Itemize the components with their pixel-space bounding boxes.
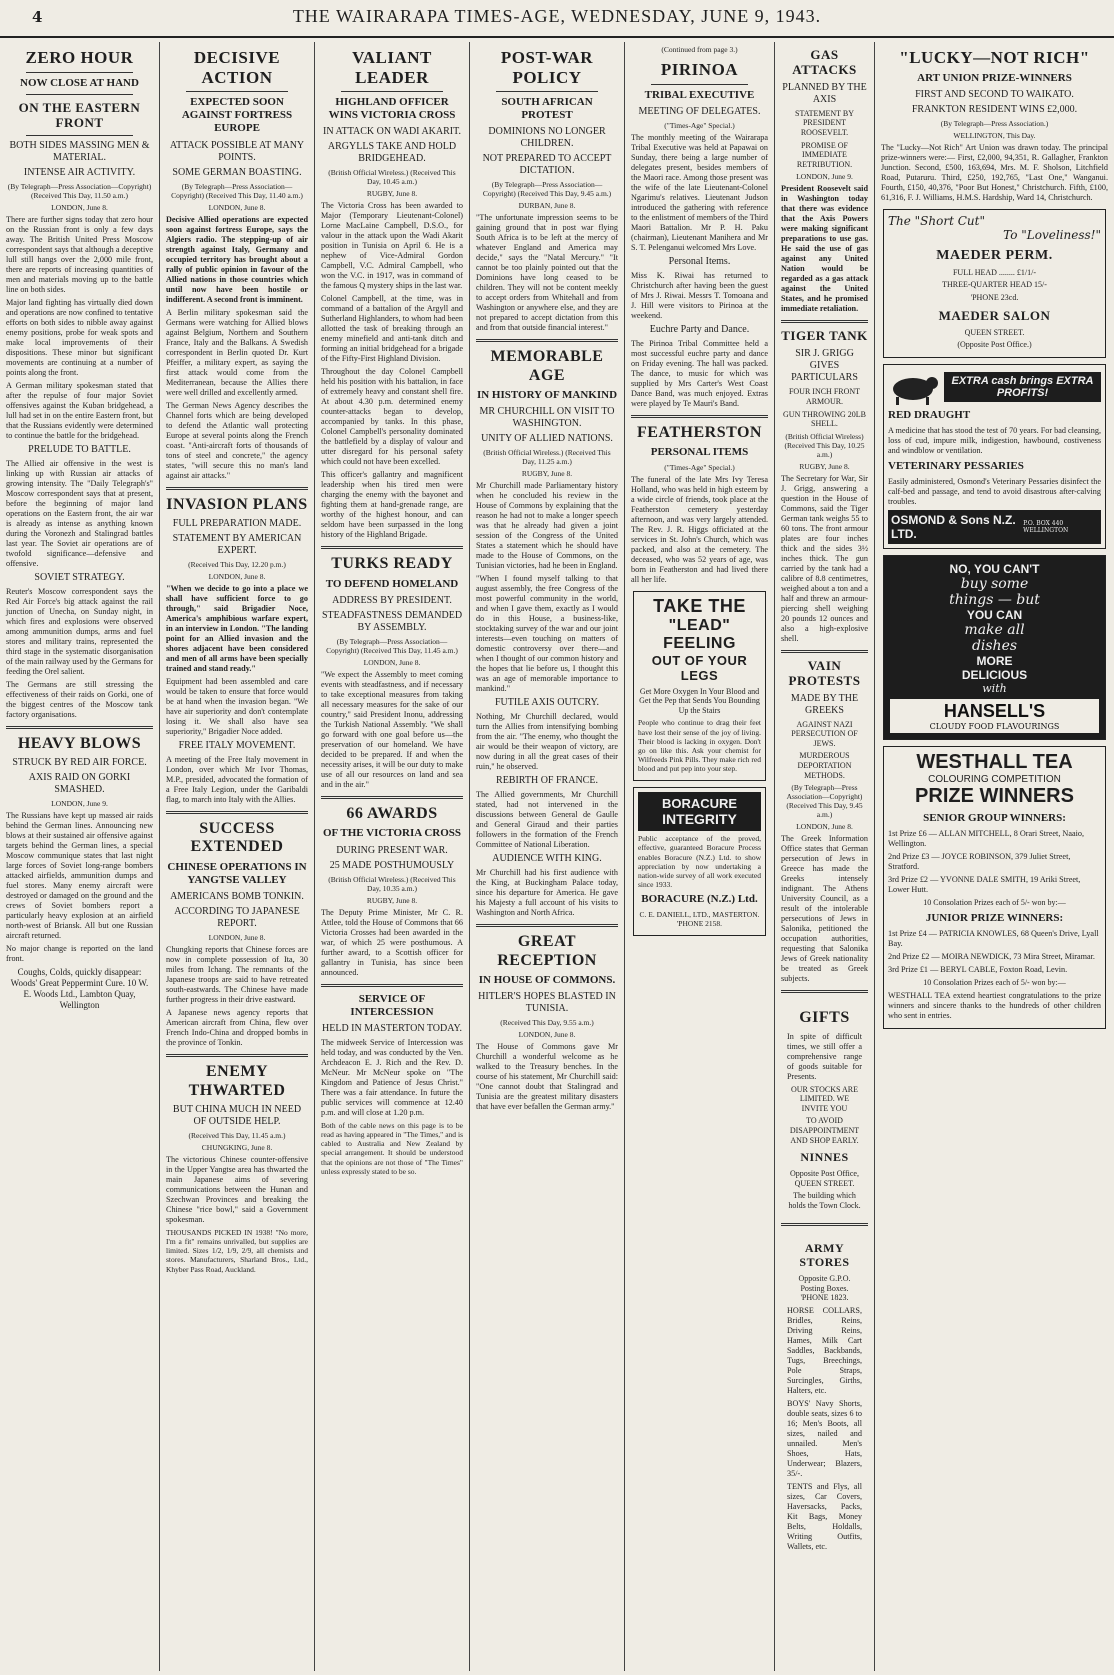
- headline-tiger-tank: TIGER TANK: [781, 328, 868, 344]
- advert-maeder-salon: [883, 209, 1106, 358]
- ad-line: YOU CAN: [966, 608, 1023, 623]
- subhead: NOW CLOSE AT HAND: [20, 76, 139, 89]
- subhead: OF THE VICTORIA CROSS: [322, 827, 462, 840]
- credit: (British Official Wireless.) (Received This Day, 11.25 a.m.): [483, 448, 611, 467]
- ad-headline: TAKE THE: [653, 596, 746, 617]
- credit: (British Official Wireless.) (Received This Day, 10.35 a.m.): [328, 874, 456, 893]
- ad-line: dishes: [971, 638, 1018, 655]
- subhead: TO DEFEND HOMELAND: [325, 577, 459, 590]
- subhead: UNITY OF ALLIED NATIONS.: [481, 433, 613, 445]
- ad-brand: HANSELL'S: [943, 701, 1046, 722]
- paragraph: The Allied air offensive in the west is linking up with Russian air attacks of growing intensity. The "Daily Telegraph's" Moscow correspondent says that at present, before the beginning of major land operations on the Eastern front, the air war is already as intense as anything known during the Voronezh and Stalingrad battles last year. The Soviet air operations are of twofold significance—defensive and offensive.: [6, 458, 153, 568]
- subhead: FOUR INCH FRONT ARMOUR.: [788, 387, 861, 406]
- ad-price: FULL HEAD ........ £1/1/-: [952, 267, 1037, 277]
- subhead: BUT CHINA MUCH IN NEED OF OUTSIDE HELP.: [172, 1103, 302, 1127]
- paragraph: The Greek Information Office states that German persecution of Jews in Greece has made the Greeks intensely indignant. The Athens University Council, as a result of the intolerable persecutions of Jews in Salonika, petitioned the occupation authorities, requesting that Salonika Jews of Greek nationality be treated as Greek subjects.: [781, 834, 868, 984]
- ad-line: buy some: [960, 576, 1029, 593]
- ad-headline: BORACURE: [661, 796, 738, 812]
- subhead: AXIS RAID ON GORKI SMASHED.: [28, 772, 131, 795]
- headline-66-awards: 66 AWARDS: [346, 805, 438, 823]
- subhead: CHINESE OPERATIONS IN YANGTSE VALLEY: [167, 860, 307, 887]
- paragraph: Equipment had been assembled and care would be taken to ensure that force would be at hand when the invasion began. "We have air superiority and don't contemplate losing it. We shall also have sea superiority," Brigadier Noce added.: [166, 677, 308, 737]
- paragraph: The Secretary for War, Sir J. Grigg, answering a question in the House of Commons, said the Tiger German tank weighs 55 to 60 tons. The front armour plates are four inches thick and the sides 3½ inches thick. The gun carried by the tank had a calibre of 8.8 centimetres, weighed about a ton and a half and threw an armour-piercing shell weighing 20 pounds 12 ounces and also a high-explosive shell.: [781, 473, 868, 643]
- paragraph: Mr Churchill had his first audience with the King, at Buckingham Palace today, since his departure for America. He gave his Majesty a full account of his visits to Washington and North Africa.: [476, 868, 618, 918]
- subhead: SOUTH AFRICAN PROTEST: [501, 96, 593, 122]
- paragraph: A Berlin military spokesman said the Germans were watching for Allied blows against Belgium, Northern and Southern France, Italy and the Balkans. A Swedish correspondent in Berlin quoted Dr. Kurt Pfeiffer, a military expert, as saying the first attack would come from the Mediterranean, because the Allies there were well drilled and excellently armed.: [166, 307, 308, 397]
- ad-brand: OSMOND & Sons N.Z. LTD.: [891, 513, 1016, 542]
- section-head: REBIRTH OF FRANCE.: [496, 775, 598, 787]
- headline-zero-hour: ZERO HOUR: [25, 48, 134, 67]
- ad-winner: 1st Prize £4 — PATRICIA KNOWLES, 68 Queen's Drive, Lyall Bay.: [888, 929, 1099, 949]
- ad-line: with: [982, 682, 1007, 696]
- subhead: ADDRESS BY PRESIDENT.: [332, 595, 452, 607]
- ad-headline: VETERINARY PESSARIES: [888, 459, 1024, 472]
- dateline: LONDON, June 8.: [208, 572, 266, 582]
- ad-line: NO, YOU CAN'T: [949, 562, 1040, 577]
- ad-winner: 2nd Prize £3 — JOYCE ROBINSON, 379 Juliet Street, Stratford.: [888, 852, 1071, 872]
- ad-headline: PRIZE WINNERS: [915, 785, 1074, 808]
- dateline: CHUNGKING, June 8.: [201, 1142, 273, 1152]
- ad-winner: 3rd Prize £2 — YVONNE DALE SMITH, 19 Ariki Street, Lower Hutt.: [888, 875, 1081, 895]
- subhead: EXPECTED SOON AGAINST FORTRESS EUROPE: [181, 96, 293, 135]
- paragraph: No major change is reported on the land front.: [6, 944, 153, 963]
- subhead: FIRST AND SECOND TO WAIKATO.: [915, 88, 1074, 100]
- paragraph: The Allied governments, Mr Churchill stated, had not intervened in the discussions between General de Gaulle and General Giraud and their parties followers in the formation of the French Committee of National Liberation.: [476, 790, 618, 850]
- dateline: RUGBY, June 8.: [799, 461, 850, 471]
- ad-address: P.O. BOX 440 WELLINGTON: [1023, 520, 1069, 535]
- credit: ("Times-Age" Special.): [664, 120, 735, 130]
- column-7: [875, 42, 1114, 1671]
- column-6: [775, 42, 875, 1671]
- ad-line: OUR STOCKS ARE LIMITED. WE INVITE YOU: [791, 1084, 858, 1113]
- cow-icon: [888, 369, 938, 405]
- paragraph: The German News Agency describes the Channel forts which are being developed to defend the Atlantic wall protecting Europe at several points along the French coast. "Anti-aircraft forts of thousands of tons of steel and concrete," the agency states, "will secure this no man's land against air attacks.": [166, 400, 308, 480]
- subhead: AGAINST NAZI PERSECUTION OF JEWS.: [791, 719, 858, 748]
- ad-line: 'PHONE 23cd.: [970, 293, 1019, 303]
- paragraph: The Deputy Prime Minister, Mr C. R. Attlee, told the House of Commons that 66 Victoria Crosses had been awarded in the war, of which 25 were posthumous. A further award, to a Scottish officer for gallantry in Tunisia, has since been announced.: [321, 907, 463, 977]
- section-head: PRELUDE TO BATTLE.: [28, 443, 131, 455]
- subhead: PROMISE OF IMMEDIATE RETRIBUTION.: [796, 140, 853, 169]
- advert-thousands: THOUSANDS PICKED IN 1938! "No more, I'm a fit" remains unrivalled, but supplies are limited. Sizes 1/2, 1/9, 2/9, all chemists and stores. Manufacturers, Sharland Bros., Ltd., Khyber Pass Road, Auckland.: [166, 1227, 308, 1274]
- headline-valiant-leader: VALIANT LEADER: [352, 48, 432, 87]
- paragraph: Throughout the day Colonel Campbell held his position with his battalion, in face of extremely heavy and constant shell fire. At about 4.30 p.m. determined enemy counter-attacks began to develop, accompanied by tanks. In this phase, Colonel Campbell's personality dominated the battlefield by a display of valour and utter disregard for his personal safety which could not have been excelled.: [321, 367, 463, 467]
- headline-enemy-thwarted: ENEMY THWARTED: [188, 1063, 286, 1099]
- ad-brand: MAEDER SALON: [938, 307, 1051, 323]
- dateline: LONDON, June 8.: [796, 822, 853, 832]
- subhead: IN HOUSE OF COMMONS.: [478, 974, 616, 987]
- ad-line: Opposite Post Office, QUEEN STREET.: [790, 1168, 859, 1188]
- ad-headline: The "Short Cut": [888, 213, 985, 228]
- subhead: MADE BY THE GREEKS: [790, 692, 859, 716]
- advert-ninnes-gifts: [783, 999, 866, 1217]
- subhead: PERSONAL ITEMS: [650, 446, 749, 459]
- subhead: MR CHURCHILL ON VISIT TO WASHINGTON.: [479, 406, 615, 430]
- dateline: RUGBY, June 8.: [366, 189, 418, 199]
- dateline: LONDON, June 9.: [796, 172, 853, 182]
- credit: (British Official Wireless.) (Received This Day, 10.45 a.m.): [328, 168, 456, 187]
- section-head: SOVIET STRATEGY.: [34, 571, 125, 583]
- column-1: [0, 42, 160, 1671]
- ad-line: Opposite G.P.O. Posting Boxes. 'PHONE 1823.: [798, 1273, 851, 1303]
- ad-headline: ARMY STORES: [799, 1241, 850, 1270]
- paragraph: There are further signs today that zero hour on the Russian front is only a few days away. The British United Press Moscow correspondent says that although a deceptive lull still hangs over the 2,000 mile front, there are reports of increasing quantities of men and materials moving up to the battle line on both sides.: [6, 214, 153, 294]
- subhead: PLANNED BY THE AXIS: [782, 81, 867, 105]
- ad-group: JUNIOR PRIZE WINNERS:: [925, 911, 1064, 924]
- credit: ("Times-Age" Special.): [664, 463, 735, 473]
- subhead: ATTACK POSSIBLE AT MANY POINTS.: [169, 139, 305, 163]
- subhead: SOME GERMAN BOASTING.: [172, 166, 302, 178]
- subhead: DURING PRESENT WAR.: [336, 844, 448, 856]
- advert-lead-feeling: [633, 591, 766, 781]
- ad-agent: C. E. DANIELL, LTD., MASTERTON. 'PHONE 2158.: [639, 910, 760, 929]
- credit: (British Official Wireless) (Received This Day, 10.25 a.m.): [784, 431, 865, 459]
- ad-group: SENIOR GROUP WINNERS:: [923, 812, 1066, 825]
- headline-heavy-blows: HEAVY BLOWS: [17, 734, 142, 752]
- page-number: 4: [32, 8, 43, 26]
- ad-brand: MAEDER PERM.: [936, 247, 1053, 263]
- headline-lucky-not-rich: "LUCKY—NOT RICH": [899, 48, 1090, 67]
- ad-body: A medicine that has stood the test of 70 years. For bad cleansing, loss of cud, impure milk, indigestion, hawbound, costiveness and windblow or ventilation.: [888, 425, 1101, 455]
- headline-featherston: FEATHERSTON: [637, 423, 762, 441]
- paragraph: A meeting of the Free Italy movement in London, over which Mr Ivor Thomas, M.P., presided, advocated the formation of a Free Italy Legion, under the Garibaldi flag, to march into Italy with the Allies.: [166, 755, 308, 805]
- dateline: RUGBY, June 8.: [366, 895, 418, 905]
- dateline: LONDON, June 8.: [208, 202, 266, 212]
- subhead: FULL PREPARATION MADE.: [172, 518, 302, 530]
- paragraph: The monthly meeting of the Wairarapa Tribal Executive was held at Papawai on Sunday, there being a large number of delegates present, besides members of the Maori race. Among those present was the wife of the late Lieutenant-Colonel Ngarimu's relatives. Lieutenant Judson introduced the gathering with reference to the enlistment of members of the Third Maori Battalion. Mr P. H. Paku (chairman), Lieutenant Manihera and Mr S. T. Pelenganui welcomed Mrs Love.: [631, 132, 768, 252]
- dateline: LONDON, June 9.: [51, 799, 108, 808]
- dateline: LONDON, June 8.: [51, 202, 108, 212]
- ad-line: COLOURING COMPETITION: [928, 774, 1061, 786]
- credit: (By Telegraph—Press Association—Copyright) (Received This Day, 11.50 a.m.): [7, 181, 152, 200]
- paragraph: "The unfortunate impression seems to be gaining ground that in post war flying South Africa is to be left at the mercy of whatever England and America may decide," says the "Natal Mercury." "It cannot be too plainly pointed out that the Dominions have long ceased to be children. They will not be content meekly to accept orders from Whitehall and from Washington or anywhere else, and they are not prepared to accept dictation from this and from that outside financial interest.": [476, 213, 618, 333]
- advert-woods: Coughs, Colds, quickly disappear: Woods' Great Peppermint Cure. 10 W. E. Woods Ltd., Lambton Quay, Wellington: [10, 967, 149, 1010]
- headline-decisive-action: DECISIVE ACTION: [193, 48, 281, 87]
- paragraph: "When I found myself talking to that august assembly, the free Congress of the most powerful community in the world, and when I gave them, exactly as I would do in this House, a business-like, stocktaking survey of the war and our joint interests—even touching on matters of domestic controversy over there—and when I thought of our common history and the hopes that lie before us, I thought this was an age of memorable importance to mankind.": [476, 574, 618, 694]
- ad-line: The building which holds the Town Clock.: [788, 1191, 861, 1210]
- paragraph: Reuter's Moscow correspondent says the Red Air Force's big attack against the rail junction of Unecha, on Sunday night, in which fires and explosions were observed among ammunition dumps, arms and fuel stores and military trains, represented the third stage in the systematic disorganisation of the main railway used by the Germans for feeding the Orel salient.: [6, 586, 153, 676]
- ad-headline: RED DRAUGHT: [888, 408, 971, 421]
- ad-line: CLOUDY FOOD FLAVOURINGS: [929, 722, 1060, 732]
- subhead: STATEMENT BY AMERICAN EXPERT.: [172, 533, 302, 557]
- paragraph: The Germans are still stressing the effectiveness of their raids on Gorki, one of the biggest centres of the Moscow tank factory organisations.: [6, 679, 153, 719]
- dateline: LONDON, June 8.: [208, 933, 266, 943]
- headline-great-reception: GREAT RECEPTION: [497, 933, 597, 969]
- subhead: DOMINIONS NO LONGER CHILDREN.: [488, 126, 606, 150]
- credit: (By Telegraph—Press Association.): [940, 118, 1049, 128]
- ad-brand: NINNES: [800, 1150, 849, 1165]
- subhead: IN ATTACK ON WADI AKARIT.: [323, 126, 461, 138]
- ad-winner: 1st Prize £6 — ALLAN MITCHELL, 8 Orari Street, Naaio, Wellington.: [888, 829, 1085, 849]
- subhead: GUN THROWING 20LB SHELL.: [783, 409, 866, 429]
- credit: (Received This Day, 12.20 p.m.): [188, 560, 286, 570]
- continued-note: (Continued from page 3.): [661, 45, 738, 54]
- subhead: IN HISTORY OF MANKIND: [476, 389, 618, 402]
- ad-body: BOYS' Navy Shorts, double seats, sizes 6 to 16; Men's Boots, all sizes, nailed and unnailed. Men's Shoes, Hats, Underwear; Blazers, 35/-.: [787, 1398, 862, 1478]
- headline-service-of-intercession: SERVICE OF INTERCESSION: [350, 992, 434, 1018]
- ad-line: 10 Consolation Prizes each of 5/- won by:—: [923, 898, 1066, 908]
- ad-brand: WESTHALL TEA: [916, 751, 1073, 774]
- subhead: ARGYLLS TAKE AND HOLD BRIDGEHEAD.: [327, 141, 457, 165]
- credit: (By Telegraph—Press Association—Copyright) (Received This Day, 11.45 a.m.): [326, 637, 458, 656]
- paragraph: Nothing, Mr Churchill declared, would turn the Allies from intensifying bombing from the air. "The enemy, who thought the air would be their weapon of victory, are now during in all the great cases of their ruin," he observed.: [476, 712, 618, 772]
- credit: (By Telegraph—Press Association—Copyright) (Received This Day, 9.45 a.m.): [786, 783, 863, 820]
- credit: (Received This Day, 11.45 a.m.): [188, 1130, 286, 1140]
- headline-post-war-policy: POST-WAR POLICY: [500, 48, 594, 87]
- subhead: SIR J. GRIGG GIVES PARTICULARS: [791, 348, 858, 384]
- ad-headline: To "Loveliness!": [1003, 227, 1101, 242]
- advert-red-draught: [883, 364, 1106, 549]
- dateline: LONDON, June 8.: [518, 1030, 576, 1040]
- paragraph: The midweek Service of Intercession was held today, and was conducted by the Ven. Archdeacon E. J. Rich and the Rev. D. McNeur. Mr McNeur spoke on "The Kingdom and Patience of Jesus Christ." There was a fair attendance. In future the public services will commence at 12.40 p.m. and will close at 1.20 p.m.: [321, 1038, 463, 1117]
- paragraph: "We expect the Assembly to meet coming events with steadfastness, and if necessary to take exceptional measures from taking all necessary measures for the sake of our country," said President Inonu, addressing the Turkish National Assembly. "We shall go forward with one goal before us—the preservation of our homeland. We have decided to be prepared. If and when the necessity arises, it will be our duty to make use of all our resources on land and sea and in the air.": [321, 670, 463, 790]
- paragraph: President Roosevelt said in Washington today that there was evidence that the Axis Powers were making significant preparations to use gas. He said the use of gas against any United Nation would be regarded as a gas attack against the United States, and he promised immediate retaliation.: [781, 184, 868, 314]
- paragraph: The Victoria Cross has been awarded to Major (Temporary Lieutenant-Colonel) Lorne MacLaine Campbell, D.S.O., for valour in the attack upon the Wadi Akarit position in Tunisia on April 6. He is a nephew of Vice-Admiral Gordon Campbell, V.C. Admiral Campbell, who won the V.C. in 1917, was in command of the famous Q mystery ships in the last war.: [321, 201, 463, 291]
- paragraph: Miss K. Riwai has returned to Christchurch after having been the guest of Mrs J. Riwai. Messrs T. Tomoana and J. Hill were visitors to Pirinoa at the weekend.: [631, 270, 768, 320]
- ad-body: HORSE COLLARS, Bridles, Reins, Driving Reins, Hames, Milk Cart Saddles, Backbands, Tugs, Breechings, Pole Straps, Surcingles, Girths, Halters, etc.: [787, 1305, 862, 1395]
- dateline: RUGBY, June 8.: [521, 469, 573, 479]
- ad-headline: OUT OF YOUR LEGS: [651, 652, 748, 683]
- ad-headline: INTEGRITY: [662, 811, 737, 828]
- ad-line: make all: [964, 622, 1025, 639]
- ad-subline: Get More Oxygen In Your Blood and Get the Pep that Sends You Bounding Up the Stairs: [639, 686, 760, 715]
- subhead: STRUCK BY RED AIR FORCE.: [12, 757, 147, 768]
- headline-success-extended: SUCCESS EXTENDED: [190, 820, 284, 856]
- paragraph: A German military spokesman stated that after the repulse of four major Soviet offensives against the Kuban bridgehead, a lull had set in on the entire Eastern front, but that the Russians evidently were determined to continue the battle for the bridgehead.: [6, 380, 153, 440]
- advert-westhall-tea: [883, 746, 1106, 1029]
- ad-line: 10 Consolation Prizes each of 5/- won by:—: [923, 978, 1066, 988]
- advert-boracure: [633, 787, 766, 936]
- ad-line: MORE: [976, 654, 1013, 669]
- paragraph: Chungking reports that Chinese forces are now in complete possession of Ita, 30 miles from Ichang. The remnants of the Japanese troops are said to have retreated south-eastwards. The Chinese have made further progress in their drive eastward.: [166, 945, 308, 1005]
- ad-banner: EXTRA cash brings EXTRA PROFITS!: [944, 372, 1101, 402]
- section-head: FUTILE AXIS OUTCRY.: [495, 697, 599, 709]
- credit: (By Telegraph—Press Association—Copyright) (Received This Day, 11.40 a.m.): [171, 181, 303, 200]
- paragraph: The victorious Chinese counter-offensive in the Upper Yangtse area has thwarted the main Japanese aims of severing communications between the Hunan and Szechwan Provinces and breaking the Chinese "rice bowl," said a Government spokesman.: [166, 1154, 308, 1224]
- dateline: WELLINGTON, This Day.: [953, 130, 1036, 140]
- headline-gas-attacks: GAS ATTACKS: [792, 47, 857, 77]
- column-2: [160, 42, 315, 1671]
- headline-memorable-age: MEMORABLE AGE: [490, 348, 604, 384]
- ad-body: In spite of difficult times, we still offer a comprehensive range of goods suitable for Presents.: [787, 1031, 862, 1081]
- dateline: LONDON, June 8.: [363, 658, 421, 668]
- paragraph: The House of Commons gave Mr Churchill a wonderful welcome as he walked to the Treasury benches. In the course of his statement, Mr Churchill said: "One cannot doubt that Stalingrad and Tunisia are the greatest military disasters that have ever befallen the German army.": [476, 1042, 618, 1112]
- subhead: ON THE EASTERN FRONT: [18, 99, 141, 130]
- ad-winner: 3rd Prize £1 — BERYL CABLE, Foxton Road, Levin.: [888, 965, 1068, 975]
- ad-footer: WESTHALL TEA extend heartiest congratulations to the prize winners and sincere thanks to the hundreds of other children who sent in entries.: [888, 990, 1101, 1020]
- advert-hansells: [883, 555, 1106, 740]
- headline-vain-protests: VAIN PROTESTS: [788, 657, 861, 688]
- headline-turks-ready: TURKS READY: [331, 555, 453, 573]
- credit: (By Telegraph—Press Association—Copyright) (Received This Day, 9.45 a.m.): [482, 180, 612, 199]
- subhead: FRANKTON RESIDENT WINS £2,000.: [911, 103, 1078, 115]
- paragraph: The Russians have kept up massed air raids behind the German lines. Announcing new blows at their sustained air offensive against targets behind the German lines, a special Moscow communique states that last night large forces of Soviet long-range bombers attacked airfields, ammunition dumps and fuel stores. Many enemy aircraft were destroyed or damaged on the ground and the crews of Soviet bombers report a particularly heavy explosion at an airfield north-west of Briansk. All but one Russian aircraft returned.: [6, 811, 153, 940]
- ad-headline: "LEAD" FEELING: [663, 617, 736, 653]
- ad-winner: 2nd Prize £2 — MOIRA NEWDICK, 73 Mira Street, Miramar.: [888, 952, 1095, 962]
- osmond-logo: [888, 510, 1101, 544]
- paragraph: Major land fighting has virtually died down and operations are now confined to tentative efforts on both sides to nibble away against enemy positions, probe for weak spots and make local improvements of their dispositions. These minor but significant movements are continuing at a number of points along the front.: [6, 297, 153, 377]
- subhead: STEADFASTNESS DEMANDED BY ASSEMBLY.: [321, 610, 463, 634]
- paragraph: "When we decide to go into a place we shall have sufficient force to go through," said Brigadier Noce, America's amphibious warfare expert, in an interview in London. "The landing point for an Allied invasion and the shores adjacent have been considered and men of all arms have been specially trained and stand ready.": [166, 584, 308, 674]
- subhead: HELD IN MASTERTON TODAY.: [322, 1023, 462, 1034]
- ad-line: QUEEN STREET.: [964, 327, 1025, 337]
- paragraph: Mr Churchill made Parliamentary history when he concluded his review in the House of Commons by explaining that the reason he had not to make a longer speech was that he already had given a joint session of the Congress of the United States a statement which he should have made to the House of Commons, on the Tunisian victories, had he been in England.: [476, 481, 618, 571]
- ad-body: TENTS and Flys, all sizes, Car Covers, Haversacks, Packs, Kit Bags, Money Belts, Holdalls, Writing Outfits, Wallets, etc.: [787, 1481, 862, 1551]
- subhead: ACCORDING TO JAPANESE REPORT.: [174, 906, 300, 930]
- subhead: STATEMENT BY PRESIDENT ROOSEVELT.: [795, 108, 854, 138]
- ad-price: THREE-QUARTER HEAD 15/-: [942, 280, 1047, 290]
- ad-body: Easily administered, Osmond's Veterinary Pessaries disinfect the calf-bed and passage, and tend to avoid disastrous after-calving troubles.: [888, 477, 1101, 507]
- subhead: TRIBAL EXECUTIVE: [644, 88, 755, 101]
- boracure-banner: [638, 792, 761, 831]
- column-3: [315, 42, 470, 1671]
- subhead: BOTH SIDES MASSING MEN & MATERIAL.: [9, 139, 150, 163]
- paragraph: The "Lucky—Not Rich" Art Union was drawn today. The principal prize-winners were:— First, £2,000, 94,351, R. Gallagher, Frankton Junction. Second, £500, 163,694, Mrs. M. F. Sholson, Litchfield Road, Putaruru. Third, £250, 192,765, "Last One," Wanganui. Fourth, £150, 40,376, "Poor But Honest," Christchurch. Fifth, £100, 61,316, F. J. Williams, H.M.S. Hardship, Ward 14, Christchurch.: [881, 142, 1108, 202]
- newspaper-title: THE WAIRARAPA TIMES-AGE, WEDNESDAY, JUNE 9, 1943.: [292, 6, 822, 26]
- subhead: HIGHLAND OFFICER WINS VICTORIA CROSS: [328, 96, 456, 122]
- headline-invasion-plans: INVASION PLANS: [166, 495, 308, 513]
- column-4: [470, 42, 625, 1671]
- subhead: 25 MADE POSTHUMOUSLY: [329, 859, 455, 871]
- subhead: MURDEROUS DEPORTATION METHODS.: [797, 751, 852, 780]
- masthead: [0, 0, 1114, 38]
- subhead: AMERICANS BOMB TONKIN.: [170, 891, 304, 903]
- ad-line: things — but: [949, 592, 1040, 609]
- paragraph: A Japanese news agency reports that American aircraft from China, flew over French Indo-China and dropped bombs in the province of Tonkin.: [166, 1008, 308, 1048]
- subhead: ART UNION PRIZE-WINNERS: [917, 71, 1072, 84]
- ad-line: DELICIOUS: [961, 668, 1028, 683]
- credit: (Received This Day, 9.55 a.m.): [500, 1018, 594, 1028]
- ad-line: TO AVOID DISAPPOINTMENT AND SHOP EARLY.: [789, 1116, 860, 1145]
- section-head: Personal Items.: [668, 255, 731, 267]
- section-head: Euchre Party and Dance.: [649, 323, 750, 335]
- headline-pirinoa: PIRINOA: [660, 60, 739, 79]
- subhead: HITLER'S HOPES BLASTED IN TUNISIA.: [478, 991, 616, 1015]
- paragraph: The funeral of the late Mrs Ivy Teresa Holland, who was held in high esteem by a wide circle of friends, took place at the Featherston cemetery yesterday afternoon, and was very largely attended. The Rev. J. R. Higgs officiated at the services in St. John's Church, which was packed, and also at the cemetery. The deceased, who was 52 years of age, was born in Featherston and had lived there all her life.: [631, 475, 768, 585]
- subhead: NOT PREPARED TO ACCEPT DICTATION.: [482, 153, 612, 177]
- paragraph: This officer's gallantry and magnificent leadership when his tired men were charging the enemy with the bayonet and fighting them at hand-grenade range, are worthy of the highest honour, and can seldom have been surpassed in the long history of the Highland Brigade.: [321, 470, 463, 540]
- subhead: INTENSE AIR ACTIVITY.: [23, 166, 136, 178]
- ad-body: Public acceptance of the proved, effective, guaranteed Boracure Process enables Boracure (N.Z.) Ltd. to show appreciation by now undertaking a nation-wide survey of all work executed since 1933.: [638, 834, 761, 889]
- footnote: Both of the cable news on this page is to be read as having appeared in "The Times," and is cabled to Australia and New Zealand by special arrangement. It should be understood that the opinions are not those of "The Times" unless expressly stated to be so.: [321, 1121, 463, 1176]
- ad-body: People who continue to drag their feet have lost their sense of the joy of living. Their blood is lacking in oxygen. Don't go on like this. Ask your chemist for Wilfreeds Pink Pills. They make rich red blood and put pep into your step.: [638, 718, 761, 774]
- column-5: [625, 42, 775, 1671]
- paragraph: The Pirinoa Tribal Committee held a most successful euchre party and dance on Friday evening. The hall was packed. The dance, to music for which was supplied by Mrs Carter's West Coast Dance Band, was much enjoyed. Extras were played by Te Mauri's Band.: [631, 338, 768, 408]
- subhead: MEETING OF DELEGATES.: [638, 105, 761, 117]
- paragraph: Colonel Campbell, at the time, was in command of a battalion of the Argyll and Sutherland Highlanders, to whom had been allotted the task of breaking through an enemy minefield and anti-tank ditch and forming an initial bridgehead for a brigade of the Fifty-First Highland Division.: [321, 294, 463, 364]
- paragraph: Decisive Allied operations are expected soon against fortress Europe, says the Algiers radio. The stepping-up of air strength against Italy, Germany and occupied territory has brought about a rally of public opinion in favour of the Allied nations in those countries which until now have been hostile or indifferent. A second front is imminent.: [166, 214, 308, 304]
- section-head: FREE ITALY MOVEMENT.: [178, 740, 296, 752]
- ad-company: BORACURE (N.Z.) Ltd.: [641, 893, 758, 906]
- ad-line: (Opposite Post Office.): [957, 340, 1032, 350]
- dateline: DURBAN, June 8.: [518, 201, 576, 211]
- advert-army-stores: [783, 1232, 866, 1558]
- section-head: AUDIENCE WITH KING.: [492, 853, 602, 865]
- ad-headline: GIFTS: [799, 1009, 850, 1027]
